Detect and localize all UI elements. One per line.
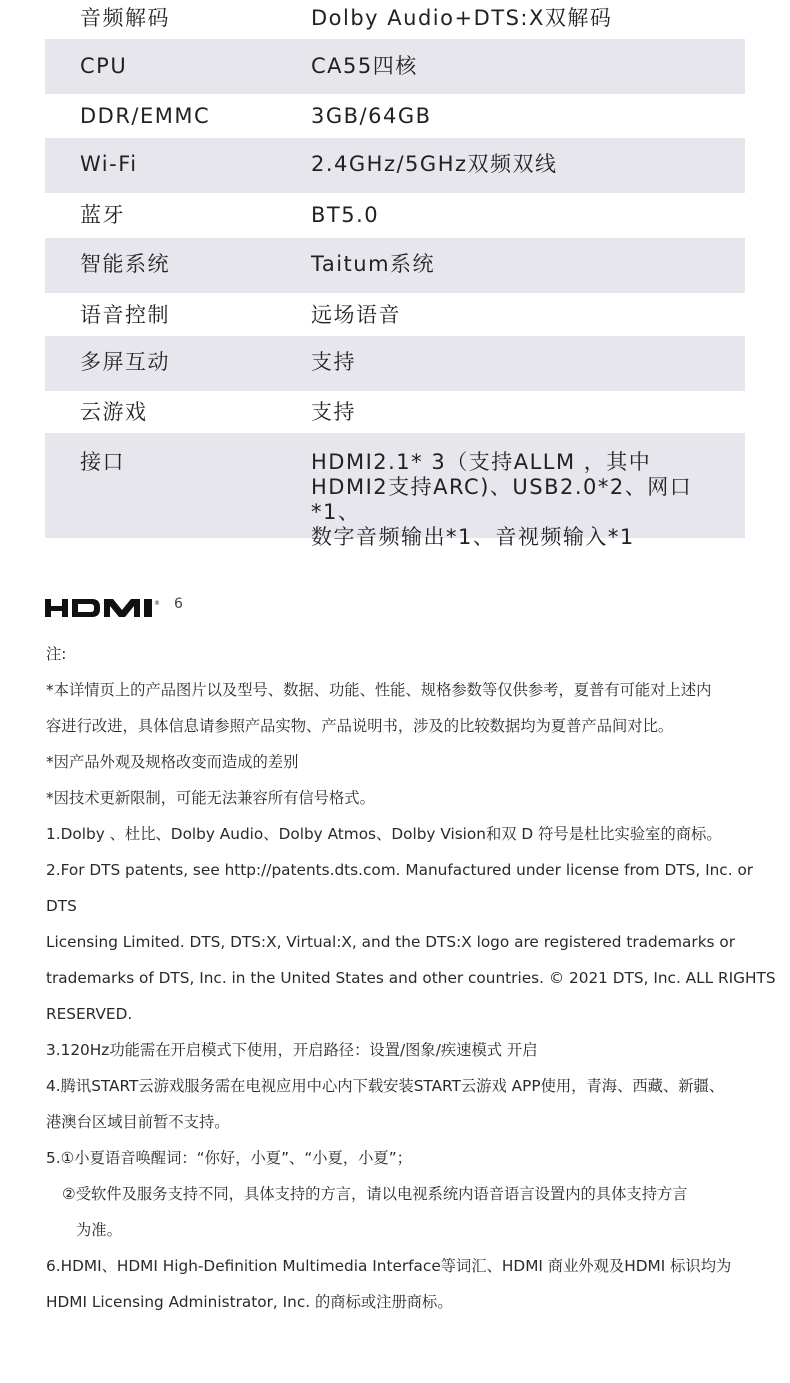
- spec-value: 支持: [311, 400, 356, 424]
- note-line: 容进行改进，具体信息请参照产品实物、产品说明书，涉及的比较数据均为夏普产品间对比。: [46, 717, 674, 735]
- spec-row-multi-screen: [45, 336, 745, 391]
- note-line: *本详情页上的产品图片以及型号、数据、功能、性能、规格参数等仅供参考，夏普有可能对上述内: [46, 681, 712, 699]
- note-line: 4.腾讯START云游戏服务需在电视应用中心内下载安装START云游戏 APP使用，青海、西藏、新疆、: [46, 1077, 725, 1095]
- spec-value-line: HDMI2.1* 3（支持ALLM ，其中: [311, 450, 652, 474]
- note-line: 3.120Hz功能需在开启模式下使用，开启路径：设置/图象/疾速模式 开启: [46, 1041, 538, 1059]
- spec-key: 音频解码: [80, 6, 170, 30]
- hdmi-footnote-superscript: 6: [174, 596, 183, 612]
- spec-value: Taitum系统: [311, 252, 436, 276]
- spec-table: [45, 0, 745, 549]
- spec-value: 远场语音: [311, 303, 401, 327]
- spec-row-wifi: [45, 138, 745, 193]
- spec-value-line: HDMI2支持ARC)、USB2.0*2、网口*1、: [311, 475, 693, 524]
- spec-value: Dolby Audio+DTS:X双解码: [311, 6, 613, 30]
- spec-key: CPU: [80, 54, 128, 78]
- spec-row-ddr-emmc: [45, 94, 745, 138]
- notes-section: [46, 636, 776, 1320]
- note-line: ②受软件及服务支持不同，具体支持的方言，请以电视系统内语音语言设置内的具体支持方言: [62, 1185, 688, 1203]
- note-line: HDMI Licensing Administrator, Inc. 的商标或注册商标。: [46, 1293, 453, 1311]
- note-line: 6.HDMI、HDMI High-Definition Multimedia Interface等词汇、HDMI 商业外观及HDMI 标识均为: [46, 1257, 732, 1275]
- spec-value: 支持: [311, 350, 356, 374]
- spec-row-smart-system: [45, 238, 745, 293]
- spec-row-audio-decode: [45, 0, 745, 39]
- spec-value-line: 数字音频输出*1、音视频输入*1: [311, 525, 635, 549]
- spec-value: BT5.0: [311, 203, 380, 227]
- note-line: 为准。: [76, 1221, 122, 1239]
- note-line: trademarks of DTS, Inc. in the United States and other countries. © 2021 DTS, Inc. ALL RIGHTS: [46, 969, 776, 987]
- notes-heading: 注:: [46, 645, 67, 663]
- spec-value: CA55四核: [311, 54, 418, 78]
- hdmi-logo: [45, 596, 167, 624]
- spec-value: [311, 450, 741, 550]
- spec-row-voice-control: [45, 293, 745, 336]
- note-line: *因产品外观及规格改变而造成的差别: [46, 753, 299, 771]
- spec-key: 智能系统: [80, 252, 170, 276]
- spec-key: Wi-Fi: [80, 152, 138, 176]
- spec-row-interfaces: [45, 433, 745, 549]
- spec-value: 2.4GHz/5GHz双频双线: [311, 152, 558, 176]
- spec-key: 云游戏: [80, 400, 148, 424]
- spec-key: 语音控制: [80, 303, 170, 327]
- spec-key: 接口: [80, 450, 125, 474]
- spec-key: 蓝牙: [80, 203, 125, 227]
- svg-text:®: ®: [154, 600, 160, 607]
- note-line: 5.①小夏语音唤醒词：“你好，小夏”、“小夏，小夏”；: [46, 1149, 412, 1167]
- spec-row-cpu: [45, 39, 745, 94]
- spec-value: 3GB/64GB: [311, 104, 432, 128]
- note-line: 港澳台区域目前暂不支持。: [46, 1113, 230, 1131]
- note-line: RESERVED.: [46, 1005, 133, 1023]
- note-line: 1.Dolby 、杜比、Dolby Audio、Dolby Atmos、Dolby Vision和双 D 符号是杜比实验室的商标。: [46, 825, 722, 843]
- spec-key: 多屏互动: [80, 350, 170, 374]
- spec-key: DDR/EMMC: [80, 104, 211, 128]
- note-line: Licensing Limited. DTS, DTS:X, Virtual:X, and the DTS:X logo are registered trademarks or: [46, 933, 736, 951]
- note-line: 2.For DTS patents, see http://patents.dts.com. Manufactured under license from DTS, Inc. or DTS: [46, 861, 754, 915]
- note-line: *因技术更新限制，可能无法兼容所有信号格式。: [46, 789, 375, 807]
- spec-row-bluetooth: [45, 193, 745, 238]
- spec-row-cloud-gaming: [45, 391, 745, 433]
